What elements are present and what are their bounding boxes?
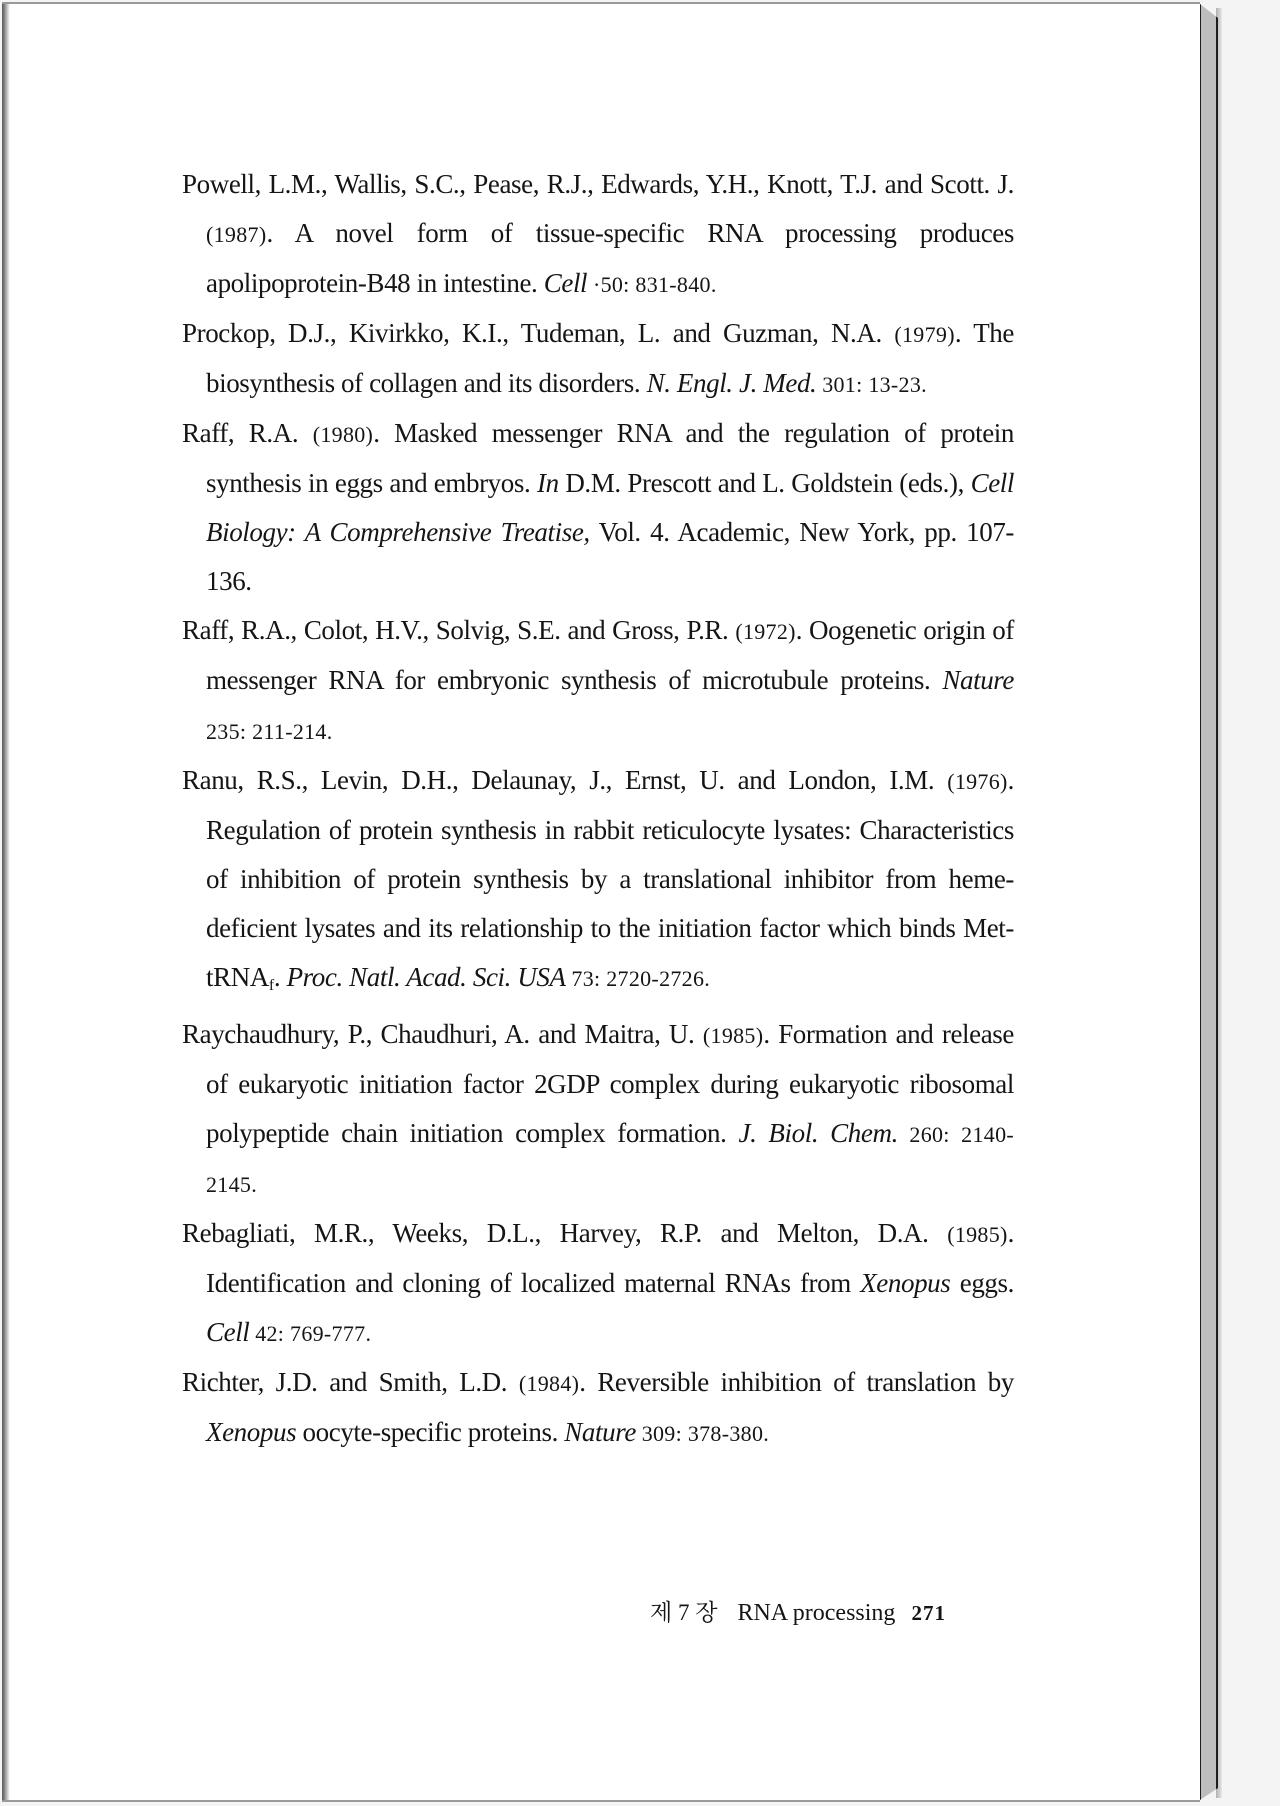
ref-citation: 42: 769-777. <box>249 1321 372 1346</box>
ref-year: (1987) <box>206 222 267 247</box>
footer-chapter: 제 7 장 <box>650 1600 718 1625</box>
document-page <box>2 2 1200 1802</box>
ref-title: . A novel form of tissue-specific RNA processing produces apolipoprotein-B48 in intestine. <box>206 218 1014 298</box>
reference-entry <box>182 309 1014 409</box>
ref-title: . Regulation of protein synthesis in rabbit reticulocyte lysates: Characteristics of inhibition of protein synthesis by a translational inhibitor from heme-deficient lysates and its relationship to the initiation factor which binds Met-tRNA <box>206 765 1014 992</box>
ref-journal: Proc. Natl. Acad. Sci. USA <box>286 962 566 992</box>
reference-entry <box>182 1358 1014 1458</box>
ref-journal: J. Biol. Chem. <box>738 1118 898 1148</box>
ref-authors: Rebagliati, M.R., Weeks, D.L., Harvey, R.P. and Melton, D.A. <box>182 1218 929 1248</box>
reference-entry <box>182 160 1014 309</box>
footer-title: RNA processing <box>737 1600 896 1626</box>
ref-journal: N. Engl. J. Med. <box>646 368 817 398</box>
ref-citation: 301: 13-23. <box>816 372 927 397</box>
ref-journal: Nature <box>942 665 1014 695</box>
ref-citation: Vol. 4. Academic, New York, pp. 107-136. <box>206 517 1015 596</box>
ref-editors: D.M. Prescott and L. Goldstein (eds.), <box>558 468 971 498</box>
page-number: 271 <box>911 1601 946 1625</box>
ref-year: (1979) <box>894 322 955 347</box>
ref-in-label: In <box>536 468 559 498</box>
ref-title: . Formation and release of eukaryotic initiation factor 2GDP complex during eukaryotic ribosomal polypeptide chain initiation complex formation. <box>206 1019 1014 1148</box>
ref-citation: ·50: 831-840. <box>587 272 717 297</box>
reference-entry <box>182 409 1014 606</box>
reference-entry <box>182 1209 1014 1358</box>
ref-year: (1972) <box>735 619 796 644</box>
ref-title: . The biosynthesis of collagen and its disorders. <box>206 318 1014 398</box>
reference-entry <box>182 756 1014 1010</box>
reference-entry <box>182 1010 1014 1209</box>
ref-citation: 73: 2720-2726. <box>565 966 711 991</box>
page-footer <box>650 1594 946 1627</box>
ref-title: . Reversible inhibition of translation by <box>579 1367 1014 1397</box>
ref-authors: Powell, L.M., Wallis, S.C., Pease, R.J., Edwards, Y.H., Knott, T.J. and Scott. J. <box>182 169 1014 199</box>
ref-authors: Prockop, D.J., Kivirkko, K.I., Tudeman, L. and Guzman, N.A. <box>182 318 882 348</box>
ref-title-end: oocyte-specific proteins. <box>296 1417 565 1447</box>
ref-journal: Nature <box>564 1417 636 1447</box>
ref-authors: Ranu, R.S., Levin, D.H., Delaunay, J., Ernst, U. and London, I.M. <box>182 765 935 795</box>
reference-list <box>182 160 1014 1458</box>
ref-year: (1980) <box>312 422 374 447</box>
ref-year: (1985) <box>947 1222 1008 1247</box>
page-curl-edge <box>1200 4 1218 1800</box>
ref-title-end: . <box>273 962 287 992</box>
ref-subscript: f <box>268 977 274 994</box>
ref-title: . Oogenetic origin of messenger RNA for embryonic synthesis of microtubule proteins. <box>206 615 1014 695</box>
reference-entry <box>182 606 1014 756</box>
ref-year: (1976) <box>947 769 1008 794</box>
ref-book-title: Cell Biology: A Comprehensive Treatise, <box>206 468 1014 547</box>
ref-citation: 309: 378-380. <box>635 1421 770 1446</box>
ref-title: . Identification and cloning of localized maternal RNAs from <box>206 1218 1014 1298</box>
page-left-edge <box>2 4 10 1800</box>
ref-organism: Xenopus <box>206 1417 297 1447</box>
ref-authors: Richter, J.D. and Smith, L.D. <box>182 1367 508 1397</box>
ref-journal: Cell <box>543 268 588 298</box>
ref-citation: 260: 2140-2145. <box>206 1122 1014 1197</box>
ref-title: . Masked messenger RNA and the regulation of protein synthesis in eggs and embryos. <box>206 418 1014 498</box>
ref-authors: Raychaudhury, P., Chaudhuri, A. and Maitra, U. <box>182 1019 695 1049</box>
ref-journal: Cell <box>206 1317 250 1347</box>
ref-year: (1984) <box>518 1371 580 1396</box>
ref-authors: Raff, R.A., Colot, H.V., Solvig, S.E. and Gross, P.R. <box>182 615 729 645</box>
ref-authors: Raff, R.A. <box>182 418 299 448</box>
ref-title-end: eggs. <box>950 1268 1014 1298</box>
ref-year: (1985) <box>702 1023 764 1048</box>
ref-organism: Xenopus <box>860 1268 951 1298</box>
ref-citation: 235: 211-214. <box>206 719 333 744</box>
